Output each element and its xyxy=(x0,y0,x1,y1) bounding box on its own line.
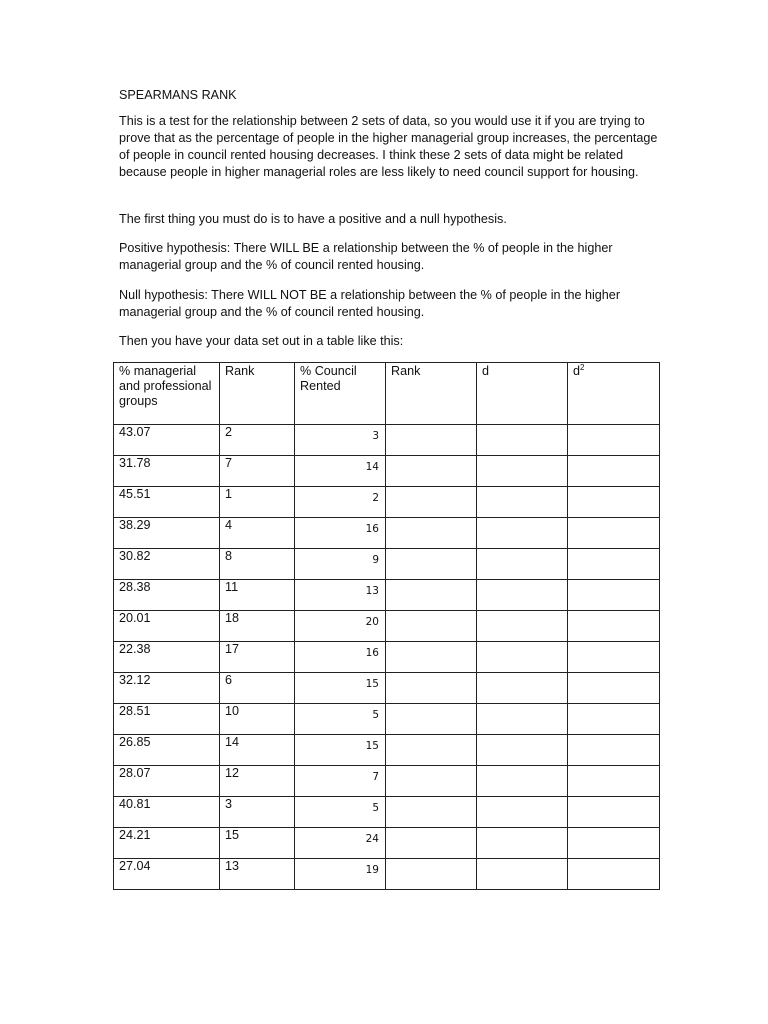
table-row xyxy=(114,642,660,673)
cell-rank-managerial: 2 xyxy=(220,425,295,456)
cell-d-squared xyxy=(568,828,660,859)
cell-d xyxy=(477,766,568,797)
cell-d xyxy=(477,797,568,828)
cell-managerial: 24.21 xyxy=(114,828,220,859)
cell-council-rented: 19 xyxy=(295,859,386,890)
null-hypothesis-paragraph: Null hypothesis: There WILL NOT BE a relationship between the % of people in the higher managerial group and the % of council rented housing. xyxy=(119,288,621,319)
cell-d-squared xyxy=(568,518,660,549)
cell-d-squared xyxy=(568,456,660,487)
table-row xyxy=(114,580,660,611)
cell-d-squared xyxy=(568,735,660,766)
cell-d xyxy=(477,425,568,456)
cell-d xyxy=(477,611,568,642)
cell-rank-managerial: 17 xyxy=(220,642,295,673)
cell-council-rented: 15 xyxy=(295,735,386,766)
cell-rank-managerial: 6 xyxy=(220,673,295,704)
cell-managerial: 26.85 xyxy=(114,735,220,766)
cell-council-rented: 24 xyxy=(295,828,386,859)
cell-rank-council xyxy=(386,425,477,456)
cell-d xyxy=(477,580,568,611)
cell-council-rented: 16 xyxy=(295,518,386,549)
cell-d-squared xyxy=(568,766,660,797)
cell-council-rented: 20 xyxy=(295,611,386,642)
intro-paragraph: This is a test for the relationship between 2 sets of data, so you would use it if you are trying to prove that as the percentage of people in the higher managerial group increases, the percentage of people in council rented housing decreases. I think these 2 sets of data might be related because people in higher managerial roles are less likely to need council support for housing. xyxy=(119,114,658,179)
cell-managerial: 32.12 xyxy=(114,673,220,704)
cell-council-rented: 2 xyxy=(295,487,386,518)
header-d-squared-base: d xyxy=(573,364,581,378)
table-row xyxy=(114,735,660,766)
header-rank-managerial: Rank xyxy=(220,363,295,425)
cell-managerial: 28.07 xyxy=(114,766,220,797)
cell-rank-council xyxy=(386,518,477,549)
cell-council-rented: 16 xyxy=(295,642,386,673)
cell-rank-council xyxy=(386,549,477,580)
cell-council-rented: 14 xyxy=(295,456,386,487)
table-row xyxy=(114,673,660,704)
cell-council-rented: 5 xyxy=(295,797,386,828)
table-row xyxy=(114,828,660,859)
cell-d-squared xyxy=(568,487,660,518)
cell-d-squared xyxy=(568,425,660,456)
table-row xyxy=(114,611,660,642)
positive-hypothesis-paragraph: Positive hypothesis: There WILL BE a relationship between the % of people in the higher managerial group and the % of council rented housing. xyxy=(119,241,613,272)
table-row xyxy=(114,456,660,487)
table-row xyxy=(114,859,660,890)
cell-d-squared xyxy=(568,611,660,642)
cell-council-rented: 7 xyxy=(295,766,386,797)
cell-d xyxy=(477,456,568,487)
table-row xyxy=(114,797,660,828)
cell-d-squared xyxy=(568,704,660,735)
cell-council-rented: 9 xyxy=(295,549,386,580)
cell-d xyxy=(477,487,568,518)
cell-rank-council xyxy=(386,580,477,611)
cell-managerial: 45.51 xyxy=(114,487,220,518)
table-row xyxy=(114,425,660,456)
cell-rank-managerial: 15 xyxy=(220,828,295,859)
cell-managerial: 22.38 xyxy=(114,642,220,673)
cell-rank-managerial: 3 xyxy=(220,797,295,828)
first-thing-paragraph: The first thing you must do is to have a positive and a null hypothesis. xyxy=(119,212,507,226)
cell-rank-managerial: 1 xyxy=(220,487,295,518)
header-managerial: % managerial and professional groups xyxy=(114,363,220,425)
table-body xyxy=(114,425,660,890)
cell-council-rented: 3 xyxy=(295,425,386,456)
cell-council-rented: 13 xyxy=(295,580,386,611)
cell-d xyxy=(477,642,568,673)
header-d-squared-exponent: 2 xyxy=(580,362,585,372)
cell-d-squared xyxy=(568,859,660,890)
table-row xyxy=(114,549,660,580)
cell-rank-council xyxy=(386,487,477,518)
cell-council-rented: 5 xyxy=(295,704,386,735)
cell-rank-council xyxy=(386,828,477,859)
cell-d xyxy=(477,549,568,580)
cell-managerial: 31.78 xyxy=(114,456,220,487)
cell-managerial: 27.04 xyxy=(114,859,220,890)
cell-d xyxy=(477,704,568,735)
table-row xyxy=(114,766,660,797)
cell-d xyxy=(477,828,568,859)
cell-rank-managerial: 14 xyxy=(220,735,295,766)
header-d-squared xyxy=(568,363,660,425)
header-d: d xyxy=(477,363,568,425)
cell-rank-council xyxy=(386,642,477,673)
cell-d xyxy=(477,673,568,704)
cell-d xyxy=(477,735,568,766)
cell-council-rented: 15 xyxy=(295,673,386,704)
cell-managerial: 38.29 xyxy=(114,518,220,549)
cell-rank-council xyxy=(386,766,477,797)
cell-d-squared xyxy=(568,549,660,580)
cell-rank-council xyxy=(386,797,477,828)
cell-rank-managerial: 13 xyxy=(220,859,295,890)
cell-managerial: 43.07 xyxy=(114,425,220,456)
table-row xyxy=(114,518,660,549)
cell-rank-managerial: 4 xyxy=(220,518,295,549)
cell-rank-managerial: 10 xyxy=(220,704,295,735)
cell-rank-managerial: 11 xyxy=(220,580,295,611)
cell-managerial: 20.01 xyxy=(114,611,220,642)
header-rank-council: Rank xyxy=(386,363,477,425)
document-title: SPEARMANS RANK xyxy=(119,88,237,102)
table-intro-paragraph: Then you have your data set out in a table like this: xyxy=(119,334,404,348)
cell-rank-managerial: 8 xyxy=(220,549,295,580)
cell-d-squared xyxy=(568,797,660,828)
cell-rank-council xyxy=(386,735,477,766)
cell-managerial: 40.81 xyxy=(114,797,220,828)
cell-rank-managerial: 7 xyxy=(220,456,295,487)
table-row xyxy=(114,704,660,735)
cell-d-squared xyxy=(568,580,660,611)
cell-d-squared xyxy=(568,673,660,704)
cell-d xyxy=(477,518,568,549)
cell-rank-council xyxy=(386,611,477,642)
table-row xyxy=(114,487,660,518)
cell-managerial: 30.82 xyxy=(114,549,220,580)
header-council-rented: % Council Rented xyxy=(295,363,386,425)
table-header-row xyxy=(114,363,660,425)
cell-d-squared xyxy=(568,642,660,673)
cell-managerial: 28.51 xyxy=(114,704,220,735)
cell-rank-managerial: 12 xyxy=(220,766,295,797)
cell-rank-council xyxy=(386,704,477,735)
cell-rank-council xyxy=(386,456,477,487)
spearman-data-table xyxy=(113,362,660,890)
cell-rank-council xyxy=(386,859,477,890)
cell-d xyxy=(477,859,568,890)
cell-rank-managerial: 18 xyxy=(220,611,295,642)
cell-managerial: 28.38 xyxy=(114,580,220,611)
cell-rank-council xyxy=(386,673,477,704)
